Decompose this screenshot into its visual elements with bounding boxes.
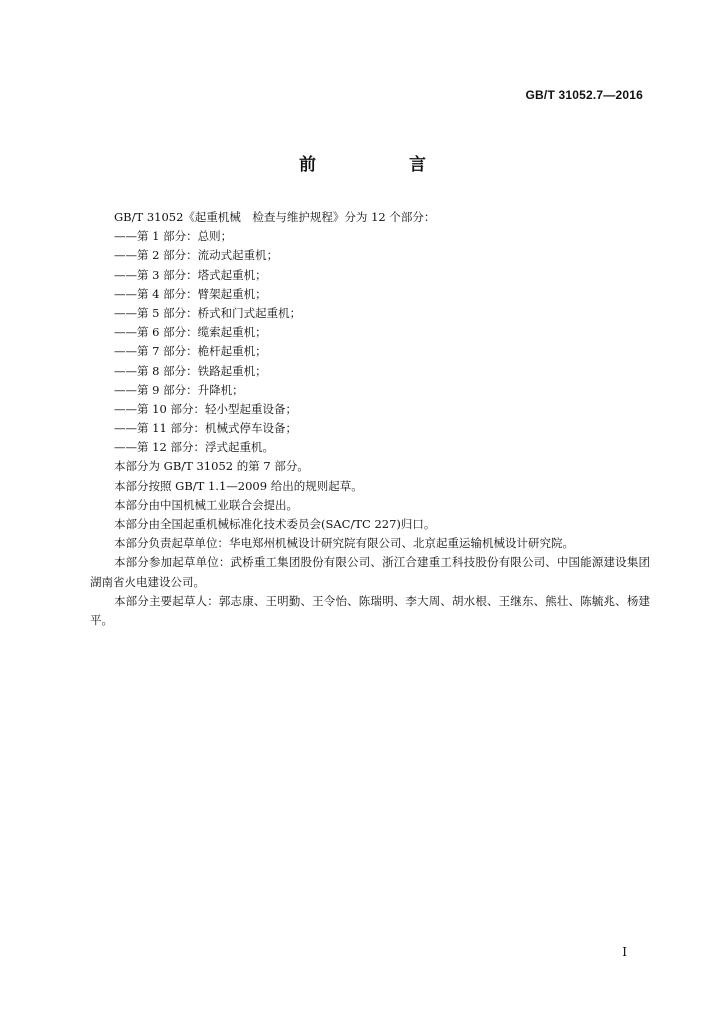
part-item-1: ——第 1 部分：总则； [114,229,233,244]
part-item-7: ——第 7 部分：桅杆起重机； [114,344,267,359]
part-list [90,227,650,457]
standard-code-header: GB/T 31052.7—2016 [525,88,643,102]
intro-line: GB/T 31052《起重机械 检查与维护规程》分为 12 个部分： [114,210,436,224]
part-item-11: ——第 11 部分：机械式停车设备； [114,421,297,436]
paragraph-lead-drafters: 本部分负责起草单位：华电郑州机械设计研究院有限公司、北京起重运输机械设计研究院。 [114,536,574,551]
paragraph-main-drafters: 本部分主要起草人：郭志康、王明勤、王令怡、陈瑞明、李大周、胡水根、王继东、熊壮、陈毓兆、杨建平。 [90,593,650,628]
part-item-12: ——第 12 部分：浮式起重机。 [114,440,274,455]
part-item-10: ——第 10 部分：轻小型起重设备； [114,401,297,416]
part-item-8: ——第 8 部分：铁路起重机； [114,363,267,378]
page-title: 前 言 [299,155,464,175]
paragraph-participating-drafters: 本部分参加起草单位：武桥重工集团股份有限公司、浙江合建重工科技股份有限公司、中国能源建设集团湖南省火电建设公司。 [90,555,650,589]
paragraph-proposer: 本部分由中国机械工业联合会提出。 [114,497,298,512]
paragraph-drafting-rules: 本部分按照 GB/T 1.1—2009 给出的规则起草。 [114,478,363,493]
part-item-3: ——第 3 部分：塔式起重机； [114,267,267,282]
part-item-9: ——第 9 部分：升降机； [114,382,244,397]
page-number: I [622,945,627,959]
paragraph-part-number: 本部分为 GB/T 31052 的第 7 部分。 [114,459,309,474]
part-item-5: ——第 5 部分：桥式和门式起重机； [114,305,302,320]
part-item-6: ——第 6 部分：缆索起重机； [114,325,267,340]
paragraph-technical-committee: 本部分由全国起重机械标准化技术委员会(SAC/TC 227)归口。 [114,517,436,532]
part-item-4: ——第 4 部分：臂架起重机； [114,286,267,301]
body-text [90,208,650,630]
part-item-2: ——第 2 部分：流动式起重机； [114,248,279,263]
